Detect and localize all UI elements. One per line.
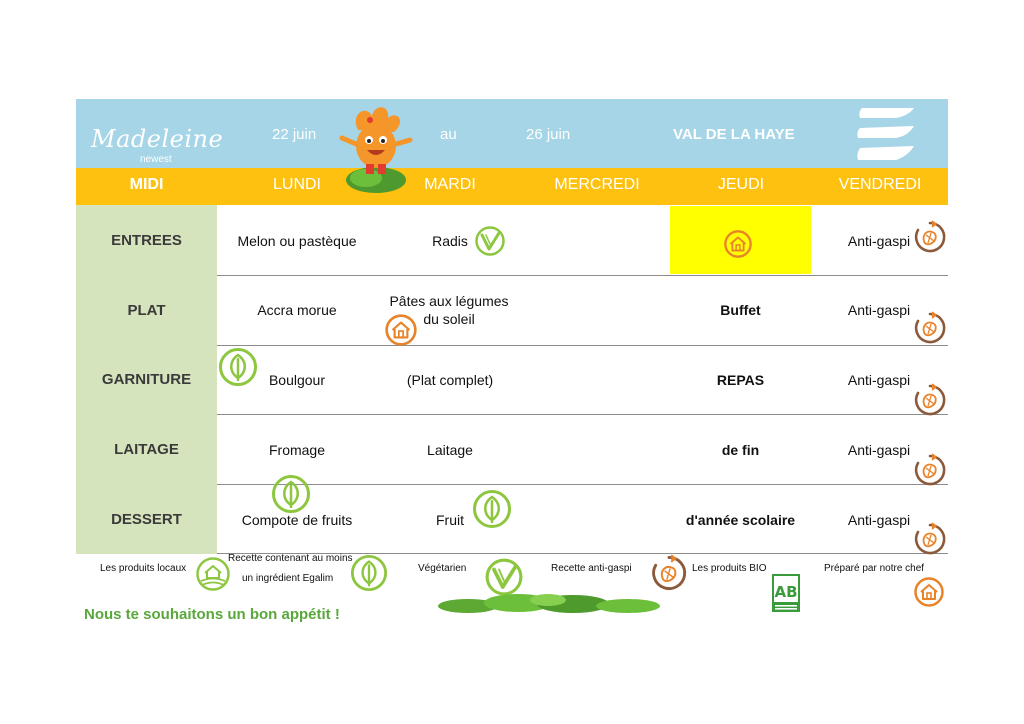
plat-mardi-line2: du soleil bbox=[423, 311, 475, 327]
mascot-icon bbox=[336, 102, 416, 196]
leaf-circle-icon bbox=[218, 347, 258, 387]
row-divider bbox=[217, 275, 948, 276]
day-mardi: MARDI bbox=[424, 176, 476, 193]
house-chef-icon bbox=[913, 576, 945, 608]
legend-bio-label: Les produits BIO bbox=[692, 563, 767, 574]
garniture-jeudi: REPAS bbox=[716, 372, 765, 388]
antigaspi-icon bbox=[912, 521, 948, 557]
plat-jeudi: Buffet bbox=[720, 302, 761, 318]
dessert-lundi: Compote de fruits bbox=[241, 512, 353, 528]
legend-chef-label: Préparé par notre chef bbox=[824, 563, 925, 574]
antigaspi-icon bbox=[912, 382, 948, 418]
stripes-logo-icon bbox=[856, 104, 918, 164]
row-label-garniture: GARNITURE bbox=[101, 371, 192, 388]
date-end: 26 juin bbox=[526, 126, 571, 143]
house-chef-icon bbox=[384, 313, 418, 347]
house-chef-icon bbox=[723, 229, 753, 259]
row-label-plat: PLAT bbox=[127, 302, 166, 319]
dessert-mardi: Fruit bbox=[436, 512, 464, 528]
local-products-icon bbox=[195, 556, 231, 592]
laitage-lundi: Fromage bbox=[268, 442, 326, 458]
brand-subtitle: newest bbox=[140, 154, 172, 165]
date-start: 22 juin bbox=[272, 126, 317, 143]
legend-local-label: Les produits locaux bbox=[100, 563, 187, 574]
plat-lundi: Accra morue bbox=[257, 302, 337, 318]
plat-vendredi: Anti-gaspi bbox=[847, 302, 911, 318]
entrees-vendredi: Anti-gaspi bbox=[847, 233, 911, 249]
laitage-jeudi: de fin bbox=[721, 442, 760, 458]
row-divider bbox=[217, 414, 948, 415]
laitage-mardi: Laitage bbox=[427, 442, 473, 458]
garniture-vendredi: Anti-gaspi bbox=[847, 372, 911, 388]
garniture-mardi: (Plat complet) bbox=[406, 372, 494, 388]
dessert-vendredi: Anti-gaspi bbox=[847, 512, 911, 528]
antigaspi-icon bbox=[649, 553, 689, 593]
ab-bio-logo-icon bbox=[772, 574, 800, 612]
leaf-circle-icon bbox=[350, 554, 388, 592]
row-divider bbox=[217, 345, 948, 346]
day-lundi: LUNDI bbox=[272, 176, 321, 193]
footer-message: Nous te souhaitons un bon appétit ! bbox=[84, 606, 340, 623]
antigaspi-icon bbox=[912, 219, 948, 255]
legend-antigaspi-label: Recette anti-gaspi bbox=[551, 563, 632, 574]
garniture-lundi: Boulgour bbox=[268, 372, 326, 388]
brand-logo: Madeleine bbox=[91, 125, 224, 153]
date-separator: au bbox=[440, 126, 457, 143]
legend-egalim-line2: un ingrédient Egalim bbox=[242, 573, 334, 584]
entrees-mardi: Radis bbox=[432, 233, 468, 249]
day-mercredi: MERCREDI bbox=[554, 176, 640, 193]
site-name: VAL DE LA HAYE bbox=[673, 126, 795, 143]
antigaspi-icon bbox=[912, 452, 948, 488]
laitage-vendredi: Anti-gaspi bbox=[847, 442, 911, 458]
row-label-dessert: DESSERT bbox=[111, 511, 182, 528]
antigaspi-icon bbox=[912, 310, 948, 346]
veg-v-icon bbox=[474, 225, 506, 257]
meal-label: MIDI bbox=[129, 176, 164, 193]
plat-mardi-line1: Pâtes aux légumes bbox=[389, 293, 509, 309]
day-jeudi: JEUDI bbox=[717, 176, 765, 193]
row-divider bbox=[217, 484, 948, 485]
row-label-entrees: ENTREES bbox=[111, 232, 182, 249]
bushes-decoration-icon bbox=[438, 590, 660, 614]
dessert-jeudi: d'année scolaire bbox=[685, 512, 796, 528]
row-label-laitage: LAITAGE bbox=[114, 441, 179, 458]
entrees-lundi: Melon ou pastèque bbox=[237, 233, 357, 249]
legend-egalim-line1: Recette contenant au moins bbox=[228, 553, 353, 564]
leaf-circle-icon bbox=[472, 489, 512, 529]
svg-text:AB: AB bbox=[774, 583, 798, 601]
day-vendredi: VENDREDI bbox=[838, 176, 922, 193]
leaf-circle-icon bbox=[271, 474, 311, 514]
legend-vegetarian-label: Végétarien bbox=[418, 563, 467, 574]
